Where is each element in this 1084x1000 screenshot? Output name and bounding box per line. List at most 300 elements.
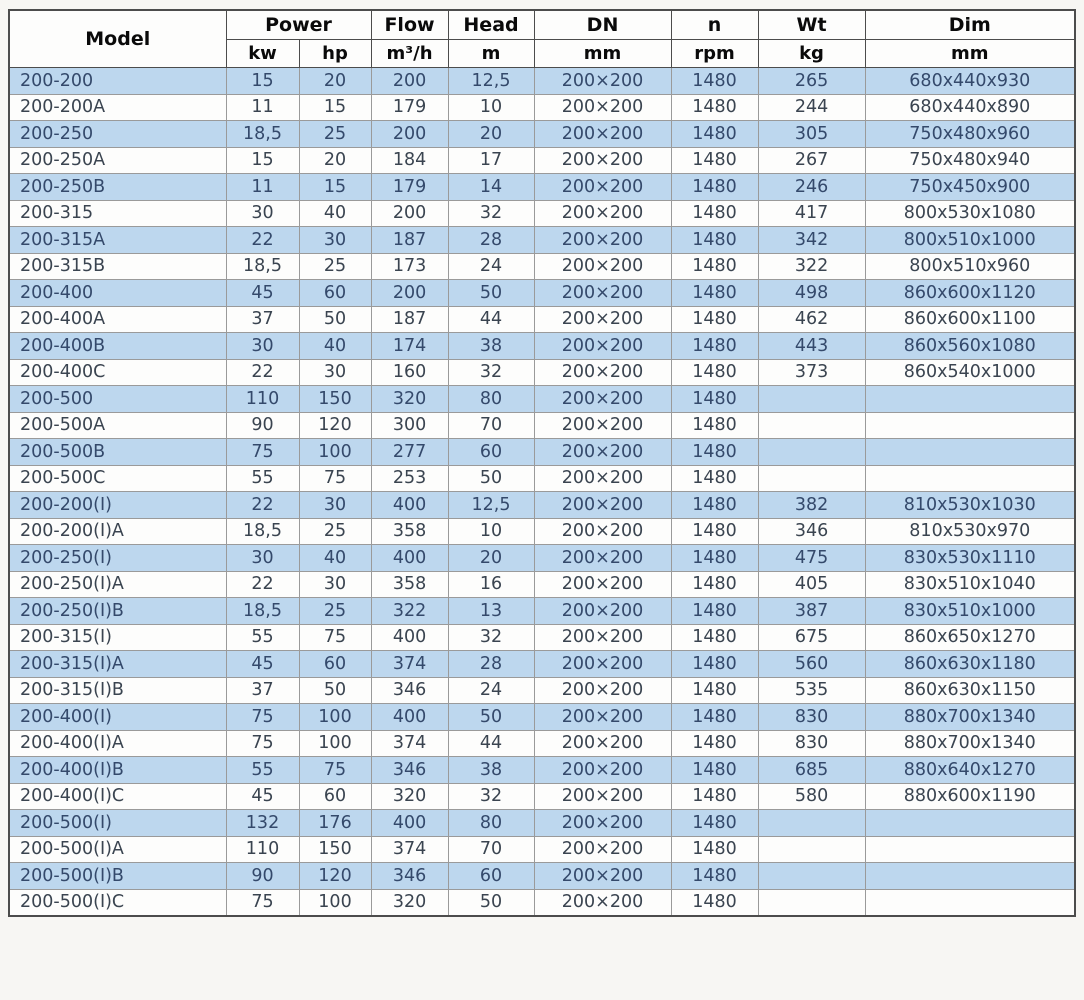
table-row xyxy=(9,836,1075,863)
table-row xyxy=(9,200,1075,227)
cell-power-hp: 100 xyxy=(299,730,371,757)
header-flow: Flow xyxy=(371,10,448,40)
cell-dn: 200×200 xyxy=(534,571,671,598)
cell-dim xyxy=(865,412,1075,439)
cell-flow: 200 xyxy=(371,121,448,148)
cell-dim: 880x700x1340 xyxy=(865,704,1075,731)
cell-flow: 320 xyxy=(371,386,448,413)
cell-model: 200-200A xyxy=(9,94,226,121)
table-row xyxy=(9,333,1075,360)
cell-model: 200-400(I)C xyxy=(9,783,226,810)
cell-flow: 358 xyxy=(371,571,448,598)
cell-power-kw: 15 xyxy=(226,147,299,174)
cell-power-hp: 40 xyxy=(299,200,371,227)
cell-wt: 265 xyxy=(758,68,865,95)
cell-head: 20 xyxy=(448,545,534,572)
cell-dn: 200×200 xyxy=(534,68,671,95)
cell-flow: 187 xyxy=(371,227,448,254)
cell-dim: 800x510x1000 xyxy=(865,227,1075,254)
cell-flow: 322 xyxy=(371,598,448,625)
cell-wt: 405 xyxy=(758,571,865,598)
cell-power-hp: 120 xyxy=(299,412,371,439)
cell-power-kw: 30 xyxy=(226,545,299,572)
cell-power-hp: 176 xyxy=(299,810,371,837)
cell-wt: 498 xyxy=(758,280,865,307)
cell-power-hp: 100 xyxy=(299,704,371,731)
cell-dn: 200×200 xyxy=(534,147,671,174)
cell-dim xyxy=(865,439,1075,466)
cell-power-kw: 18,5 xyxy=(226,518,299,545)
header-model: Model xyxy=(9,10,226,68)
cell-head: 13 xyxy=(448,598,534,625)
cell-power-hp: 75 xyxy=(299,757,371,784)
cell-n: 1480 xyxy=(671,571,758,598)
cell-power-hp: 60 xyxy=(299,280,371,307)
table-row xyxy=(9,253,1075,280)
table-row xyxy=(9,863,1075,890)
cell-dim: 860x560x1080 xyxy=(865,333,1075,360)
table-row xyxy=(9,386,1075,413)
cell-dn: 200×200 xyxy=(534,333,671,360)
cell-model: 200-250(I)A xyxy=(9,571,226,598)
cell-flow: 200 xyxy=(371,200,448,227)
cell-model: 200-500A xyxy=(9,412,226,439)
cell-dn: 200×200 xyxy=(534,757,671,784)
cell-power-kw: 37 xyxy=(226,306,299,333)
table-body xyxy=(9,68,1075,916)
table-row xyxy=(9,571,1075,598)
cell-n: 1480 xyxy=(671,121,758,148)
cell-flow: 400 xyxy=(371,810,448,837)
cell-flow: 358 xyxy=(371,518,448,545)
cell-head: 50 xyxy=(448,280,534,307)
cell-n: 1480 xyxy=(671,624,758,651)
cell-n: 1480 xyxy=(671,598,758,625)
cell-head: 60 xyxy=(448,863,534,890)
cell-model: 200-400(I)A xyxy=(9,730,226,757)
cell-power-kw: 22 xyxy=(226,227,299,254)
table-row xyxy=(9,147,1075,174)
cell-power-hp: 150 xyxy=(299,836,371,863)
cell-model: 200-400B xyxy=(9,333,226,360)
cell-n: 1480 xyxy=(671,730,758,757)
cell-model: 200-500(I)A xyxy=(9,836,226,863)
cell-model: 200-250A xyxy=(9,147,226,174)
table-row xyxy=(9,730,1075,757)
cell-n: 1480 xyxy=(671,359,758,386)
cell-power-kw: 30 xyxy=(226,333,299,360)
cell-dim: 860x650x1270 xyxy=(865,624,1075,651)
cell-model: 200-400 xyxy=(9,280,226,307)
table-row xyxy=(9,889,1075,916)
cell-power-hp: 25 xyxy=(299,121,371,148)
cell-model: 200-500(I)C xyxy=(9,889,226,916)
cell-wt xyxy=(758,810,865,837)
cell-dn: 200×200 xyxy=(534,253,671,280)
unit-rpm: rpm xyxy=(671,40,758,68)
cell-dim: 830x510x1000 xyxy=(865,598,1075,625)
cell-power-hp: 50 xyxy=(299,306,371,333)
cell-model: 200-200(I) xyxy=(9,492,226,519)
cell-dim: 810x530x970 xyxy=(865,518,1075,545)
cell-dn: 200×200 xyxy=(534,651,671,678)
cell-power-kw: 55 xyxy=(226,465,299,492)
table-row xyxy=(9,359,1075,386)
cell-dim: 880x700x1340 xyxy=(865,730,1075,757)
cell-power-hp: 25 xyxy=(299,253,371,280)
cell-dn: 200×200 xyxy=(534,598,671,625)
cell-head: 32 xyxy=(448,359,534,386)
cell-dim: 860x600x1120 xyxy=(865,280,1075,307)
cell-dim: 680x440x890 xyxy=(865,94,1075,121)
cell-dn: 200×200 xyxy=(534,492,671,519)
cell-head: 14 xyxy=(448,174,534,201)
cell-model: 200-250B xyxy=(9,174,226,201)
cell-power-kw: 22 xyxy=(226,571,299,598)
cell-power-kw: 75 xyxy=(226,439,299,466)
cell-dim xyxy=(865,863,1075,890)
cell-power-hp: 40 xyxy=(299,545,371,572)
cell-n: 1480 xyxy=(671,836,758,863)
cell-head: 10 xyxy=(448,518,534,545)
table-row xyxy=(9,227,1075,254)
cell-n: 1480 xyxy=(671,651,758,678)
cell-head: 10 xyxy=(448,94,534,121)
pump-spec-table xyxy=(8,9,1076,917)
cell-wt: 246 xyxy=(758,174,865,201)
cell-model: 200-250(I)B xyxy=(9,598,226,625)
cell-power-hp: 25 xyxy=(299,598,371,625)
cell-flow: 400 xyxy=(371,624,448,651)
header-power: Power xyxy=(226,10,371,40)
cell-dn: 200×200 xyxy=(534,465,671,492)
cell-head: 12,5 xyxy=(448,492,534,519)
table-row xyxy=(9,651,1075,678)
header-head: Head xyxy=(448,10,534,40)
cell-power-kw: 90 xyxy=(226,863,299,890)
unit-m: m xyxy=(448,40,534,68)
cell-model: 200-315 xyxy=(9,200,226,227)
cell-wt xyxy=(758,863,865,890)
cell-n: 1480 xyxy=(671,227,758,254)
cell-dn: 200×200 xyxy=(534,412,671,439)
cell-dn: 200×200 xyxy=(534,121,671,148)
cell-head: 70 xyxy=(448,412,534,439)
cell-power-kw: 22 xyxy=(226,359,299,386)
cell-wt: 373 xyxy=(758,359,865,386)
unit-dn-mm: mm xyxy=(534,40,671,68)
cell-wt xyxy=(758,889,865,916)
header-dim: Dim xyxy=(865,10,1075,40)
cell-wt: 675 xyxy=(758,624,865,651)
table-row xyxy=(9,280,1075,307)
table-row xyxy=(9,492,1075,519)
cell-power-hp: 15 xyxy=(299,94,371,121)
cell-dn: 200×200 xyxy=(534,624,671,651)
cell-power-hp: 30 xyxy=(299,359,371,386)
cell-wt: 830 xyxy=(758,704,865,731)
cell-head: 12,5 xyxy=(448,68,534,95)
cell-dim xyxy=(865,889,1075,916)
cell-model: 200-500C xyxy=(9,465,226,492)
cell-model: 200-315A xyxy=(9,227,226,254)
cell-model: 200-400C xyxy=(9,359,226,386)
cell-n: 1480 xyxy=(671,704,758,731)
cell-head: 50 xyxy=(448,465,534,492)
table-row xyxy=(9,412,1075,439)
cell-dn: 200×200 xyxy=(534,518,671,545)
cell-head: 38 xyxy=(448,757,534,784)
cell-dn: 200×200 xyxy=(534,889,671,916)
cell-head: 32 xyxy=(448,783,534,810)
cell-dim: 860x600x1100 xyxy=(865,306,1075,333)
cell-flow: 400 xyxy=(371,545,448,572)
table-header xyxy=(9,10,1075,68)
cell-dim: 860x540x1000 xyxy=(865,359,1075,386)
cell-dn: 200×200 xyxy=(534,94,671,121)
cell-power-kw: 11 xyxy=(226,174,299,201)
cell-model: 200-400(I) xyxy=(9,704,226,731)
cell-flow: 400 xyxy=(371,704,448,731)
cell-model: 200-500(I) xyxy=(9,810,226,837)
cell-dim: 680x440x930 xyxy=(865,68,1075,95)
header-dn: DN xyxy=(534,10,671,40)
cell-power-hp: 50 xyxy=(299,677,371,704)
cell-dn: 200×200 xyxy=(534,730,671,757)
cell-flow: 400 xyxy=(371,492,448,519)
cell-n: 1480 xyxy=(671,200,758,227)
cell-power-hp: 120 xyxy=(299,863,371,890)
cell-model: 200-315(I) xyxy=(9,624,226,651)
cell-dn: 200×200 xyxy=(534,704,671,731)
cell-dn: 200×200 xyxy=(534,174,671,201)
cell-flow: 173 xyxy=(371,253,448,280)
cell-wt: 475 xyxy=(758,545,865,572)
cell-power-kw: 45 xyxy=(226,651,299,678)
cell-model: 200-500 xyxy=(9,386,226,413)
cell-flow: 374 xyxy=(371,836,448,863)
cell-dim: 830x510x1040 xyxy=(865,571,1075,598)
cell-flow: 346 xyxy=(371,757,448,784)
cell-n: 1480 xyxy=(671,518,758,545)
cell-dim xyxy=(865,836,1075,863)
cell-wt: 462 xyxy=(758,306,865,333)
table-row xyxy=(9,598,1075,625)
cell-wt: 244 xyxy=(758,94,865,121)
unit-dim-mm: mm xyxy=(865,40,1075,68)
cell-dn: 200×200 xyxy=(534,810,671,837)
cell-dim: 830x530x1110 xyxy=(865,545,1075,572)
cell-flow: 300 xyxy=(371,412,448,439)
cell-model: 200-500(I)B xyxy=(9,863,226,890)
table-row xyxy=(9,121,1075,148)
cell-n: 1480 xyxy=(671,68,758,95)
cell-n: 1480 xyxy=(671,386,758,413)
unit-m3h: m³/h xyxy=(371,40,448,68)
cell-n: 1480 xyxy=(671,253,758,280)
cell-model: 200-315(I)A xyxy=(9,651,226,678)
cell-dn: 200×200 xyxy=(534,439,671,466)
table-row xyxy=(9,810,1075,837)
cell-dn: 200×200 xyxy=(534,386,671,413)
cell-flow: 320 xyxy=(371,783,448,810)
cell-power-kw: 55 xyxy=(226,624,299,651)
cell-n: 1480 xyxy=(671,863,758,890)
cell-dn: 200×200 xyxy=(534,280,671,307)
cell-power-kw: 37 xyxy=(226,677,299,704)
cell-head: 80 xyxy=(448,810,534,837)
cell-flow: 277 xyxy=(371,439,448,466)
cell-model: 200-400A xyxy=(9,306,226,333)
cell-model: 200-200 xyxy=(9,68,226,95)
cell-flow: 184 xyxy=(371,147,448,174)
cell-dn: 200×200 xyxy=(534,359,671,386)
cell-head: 38 xyxy=(448,333,534,360)
cell-head: 17 xyxy=(448,147,534,174)
cell-flow: 320 xyxy=(371,889,448,916)
cell-power-hp: 30 xyxy=(299,227,371,254)
cell-n: 1480 xyxy=(671,94,758,121)
cell-model: 200-250(I) xyxy=(9,545,226,572)
cell-head: 28 xyxy=(448,651,534,678)
cell-wt: 382 xyxy=(758,492,865,519)
cell-dim: 750x480x940 xyxy=(865,147,1075,174)
cell-n: 1480 xyxy=(671,810,758,837)
cell-flow: 179 xyxy=(371,94,448,121)
cell-power-kw: 18,5 xyxy=(226,598,299,625)
cell-wt: 535 xyxy=(758,677,865,704)
table-row xyxy=(9,306,1075,333)
table-row xyxy=(9,68,1075,95)
cell-wt: 267 xyxy=(758,147,865,174)
cell-power-hp: 25 xyxy=(299,518,371,545)
cell-power-kw: 75 xyxy=(226,704,299,731)
cell-wt: 305 xyxy=(758,121,865,148)
cell-power-kw: 30 xyxy=(226,200,299,227)
cell-wt xyxy=(758,386,865,413)
cell-head: 16 xyxy=(448,571,534,598)
cell-dn: 200×200 xyxy=(534,306,671,333)
cell-dim xyxy=(865,810,1075,837)
table-row xyxy=(9,704,1075,731)
cell-power-kw: 110 xyxy=(226,836,299,863)
cell-wt: 387 xyxy=(758,598,865,625)
cell-head: 28 xyxy=(448,227,534,254)
cell-head: 80 xyxy=(448,386,534,413)
cell-power-kw: 132 xyxy=(226,810,299,837)
cell-model: 200-250 xyxy=(9,121,226,148)
cell-power-hp: 30 xyxy=(299,492,371,519)
cell-head: 32 xyxy=(448,200,534,227)
cell-power-hp: 30 xyxy=(299,571,371,598)
table-row xyxy=(9,677,1075,704)
table-row xyxy=(9,174,1075,201)
table-row xyxy=(9,465,1075,492)
cell-dn: 200×200 xyxy=(534,200,671,227)
cell-head: 20 xyxy=(448,121,534,148)
cell-flow: 187 xyxy=(371,306,448,333)
cell-dn: 200×200 xyxy=(534,227,671,254)
cell-model: 200-500B xyxy=(9,439,226,466)
cell-n: 1480 xyxy=(671,174,758,201)
cell-wt: 580 xyxy=(758,783,865,810)
cell-power-hp: 100 xyxy=(299,889,371,916)
cell-power-kw: 18,5 xyxy=(226,121,299,148)
cell-dim: 800x510x960 xyxy=(865,253,1075,280)
cell-wt: 443 xyxy=(758,333,865,360)
cell-power-kw: 110 xyxy=(226,386,299,413)
cell-flow: 200 xyxy=(371,68,448,95)
cell-n: 1480 xyxy=(671,757,758,784)
cell-power-hp: 150 xyxy=(299,386,371,413)
cell-power-kw: 75 xyxy=(226,730,299,757)
cell-power-hp: 20 xyxy=(299,147,371,174)
cell-flow: 374 xyxy=(371,651,448,678)
cell-n: 1480 xyxy=(671,783,758,810)
cell-dim: 750x480x960 xyxy=(865,121,1075,148)
cell-head: 60 xyxy=(448,439,534,466)
table-row xyxy=(9,439,1075,466)
cell-flow: 253 xyxy=(371,465,448,492)
cell-dn: 200×200 xyxy=(534,863,671,890)
cell-power-kw: 45 xyxy=(226,280,299,307)
cell-n: 1480 xyxy=(671,280,758,307)
cell-dim: 800x530x1080 xyxy=(865,200,1075,227)
cell-dim: 880x640x1270 xyxy=(865,757,1075,784)
cell-power-hp: 20 xyxy=(299,68,371,95)
cell-model: 200-200(I)A xyxy=(9,518,226,545)
cell-flow: 200 xyxy=(371,280,448,307)
table-row xyxy=(9,757,1075,784)
header-n: n xyxy=(671,10,758,40)
cell-power-kw: 15 xyxy=(226,68,299,95)
cell-head: 70 xyxy=(448,836,534,863)
cell-wt xyxy=(758,465,865,492)
cell-n: 1480 xyxy=(671,889,758,916)
cell-wt: 322 xyxy=(758,253,865,280)
cell-n: 1480 xyxy=(671,465,758,492)
cell-flow: 374 xyxy=(371,730,448,757)
cell-n: 1480 xyxy=(671,306,758,333)
cell-power-hp: 75 xyxy=(299,624,371,651)
cell-n: 1480 xyxy=(671,492,758,519)
cell-power-kw: 22 xyxy=(226,492,299,519)
cell-wt: 417 xyxy=(758,200,865,227)
cell-dn: 200×200 xyxy=(534,677,671,704)
cell-head: 24 xyxy=(448,253,534,280)
cell-wt xyxy=(758,412,865,439)
cell-power-kw: 45 xyxy=(226,783,299,810)
cell-head: 24 xyxy=(448,677,534,704)
cell-wt: 560 xyxy=(758,651,865,678)
cell-dim: 880x600x1190 xyxy=(865,783,1075,810)
cell-wt: 685 xyxy=(758,757,865,784)
cell-n: 1480 xyxy=(671,439,758,466)
cell-dim: 860x630x1150 xyxy=(865,677,1075,704)
cell-power-kw: 11 xyxy=(226,94,299,121)
cell-dn: 200×200 xyxy=(534,836,671,863)
unit-kw: kw xyxy=(226,40,299,68)
cell-power-hp: 75 xyxy=(299,465,371,492)
cell-power-hp: 60 xyxy=(299,651,371,678)
table-row xyxy=(9,94,1075,121)
cell-power-kw: 55 xyxy=(226,757,299,784)
cell-power-kw: 90 xyxy=(226,412,299,439)
cell-wt: 342 xyxy=(758,227,865,254)
cell-flow: 346 xyxy=(371,677,448,704)
cell-power-kw: 75 xyxy=(226,889,299,916)
table-row xyxy=(9,624,1075,651)
